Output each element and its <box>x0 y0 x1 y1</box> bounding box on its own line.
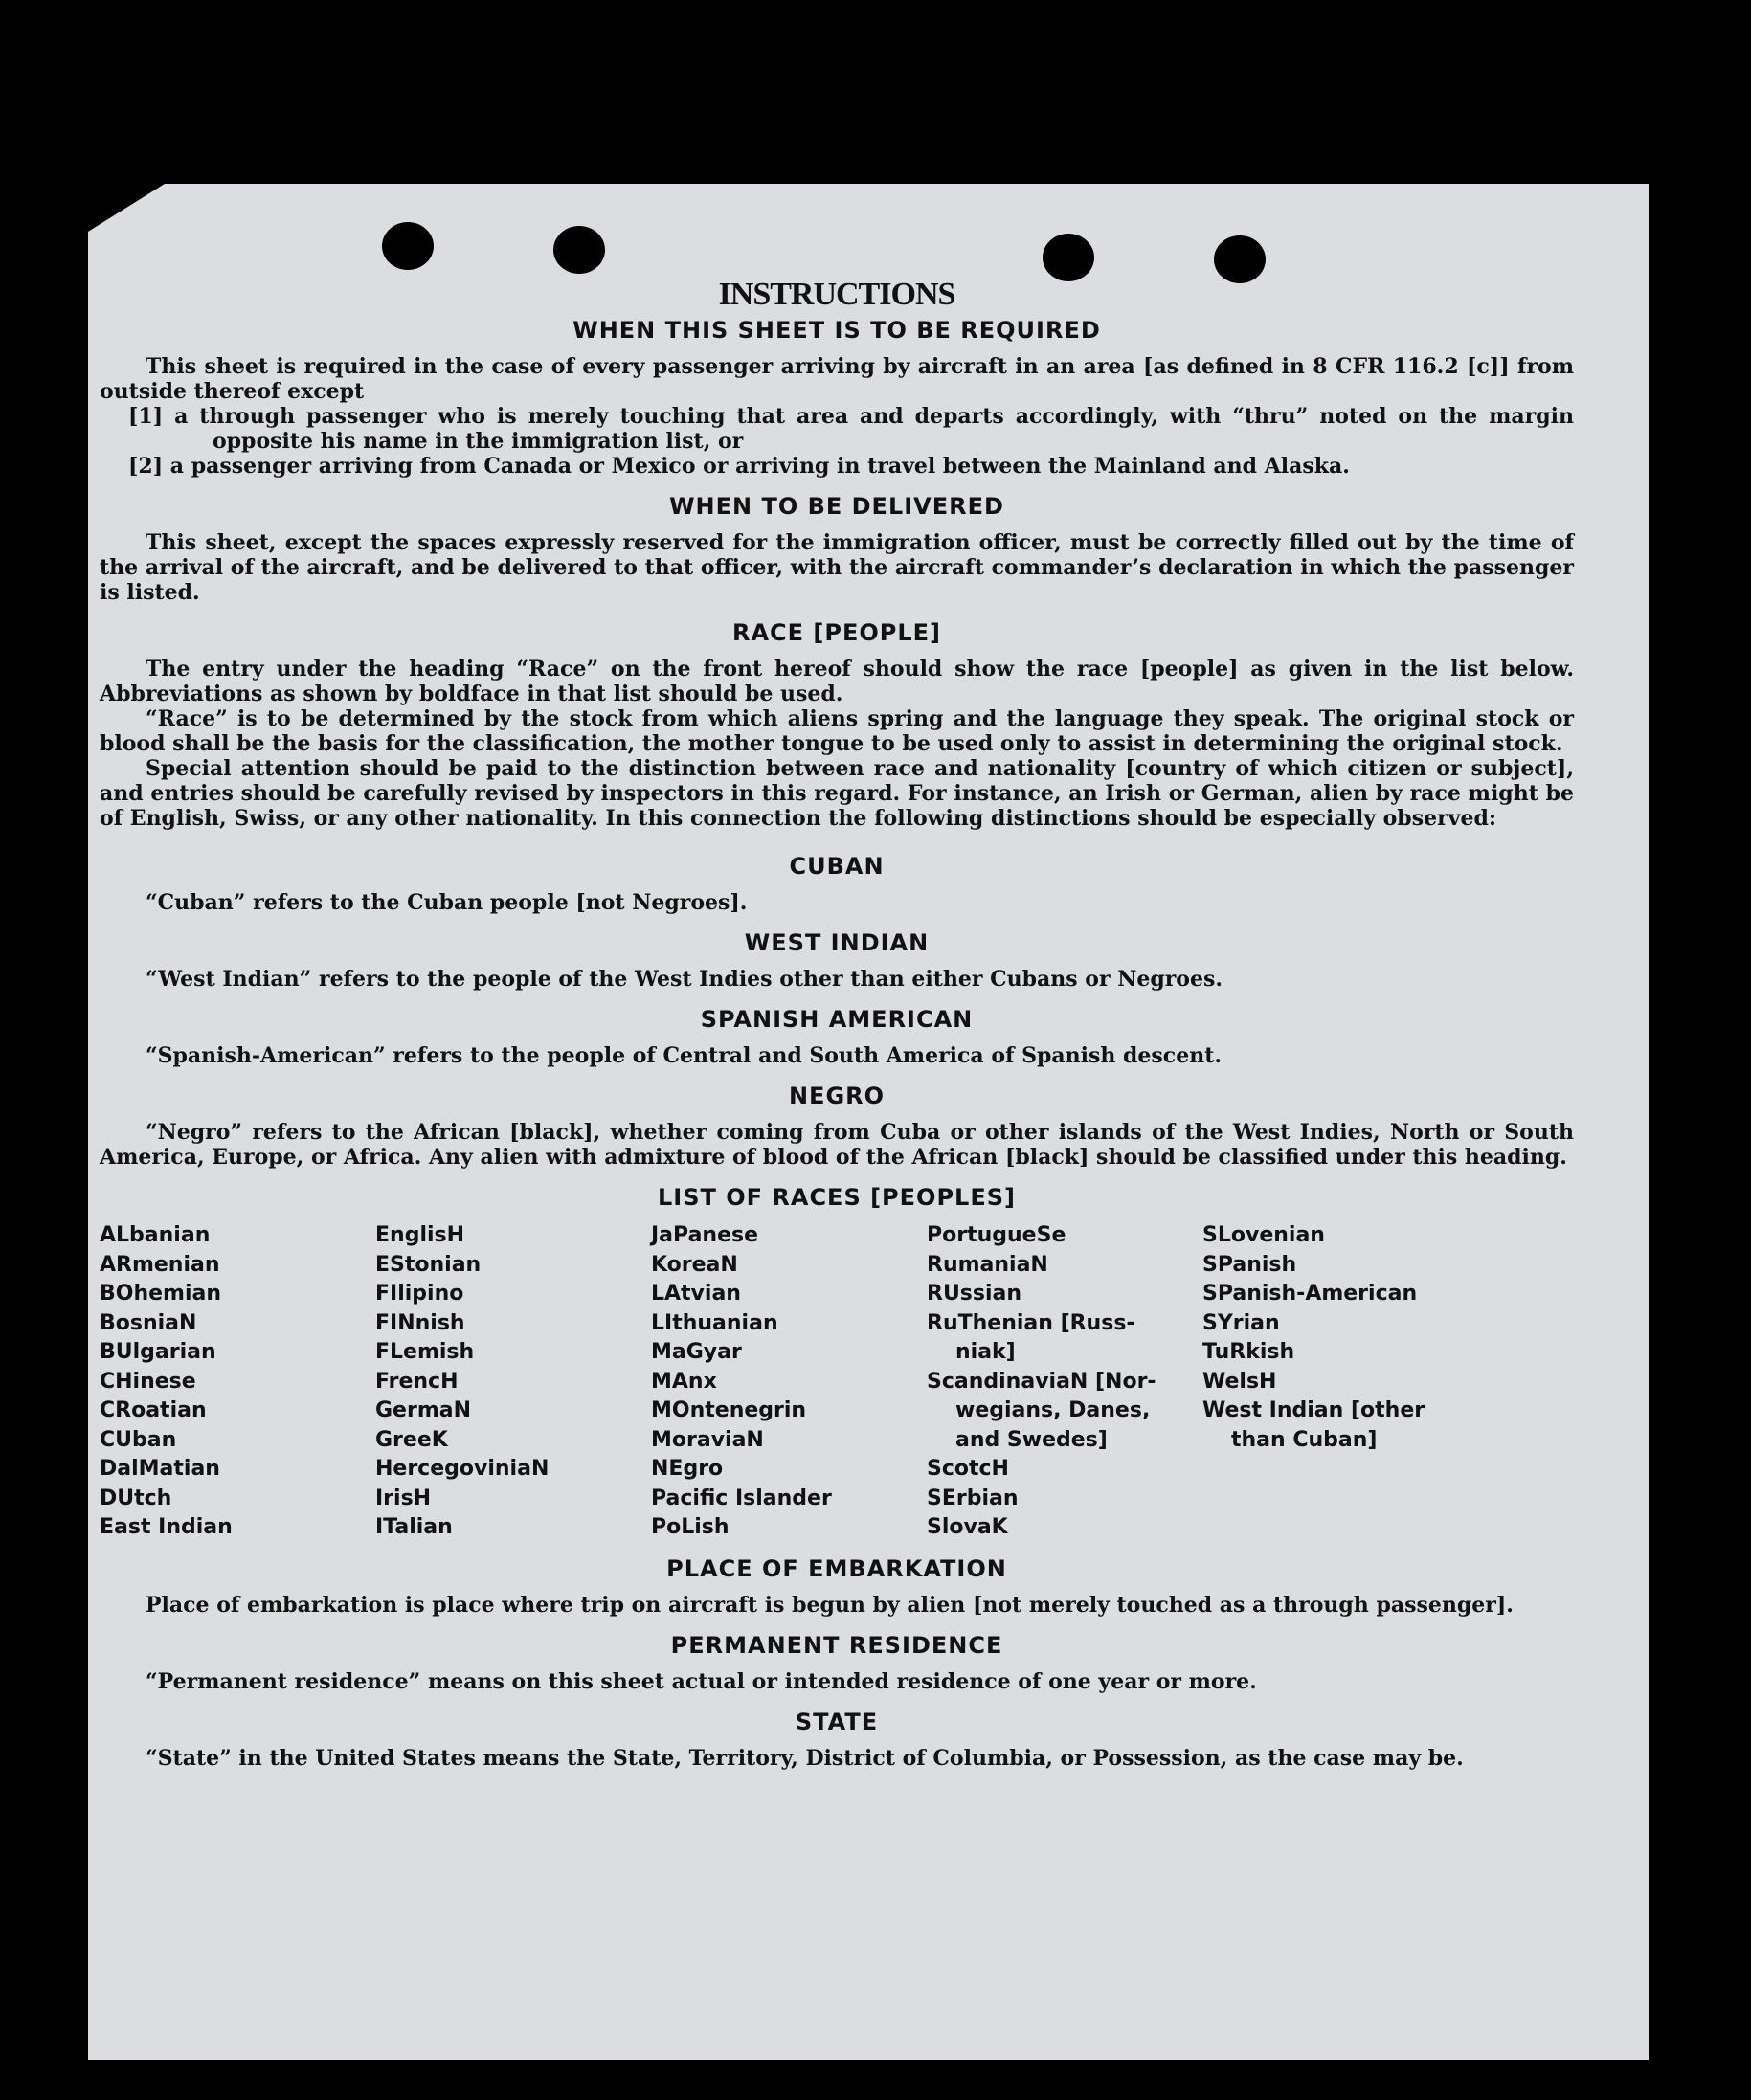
heading-when-required: WHEN THIS SHEET IS TO BE REQUIRED <box>572 317 1101 344</box>
race-paragraph-3: Special attention should be paid to the distinction between race and nationality [country of which citizen or subject], and entries should be carefully revised by inspectors in this regard. For instance, an Irish or German, alien by race might be of English, Swiss, or any other nationality. In this connection the following distinctions should be especially observed: <box>100 756 1574 831</box>
heading-west-indian: WEST INDIAN <box>744 929 930 956</box>
race-entry: EnglisH <box>375 1223 465 1247</box>
race-entry: SlovaK <box>927 1515 1008 1539</box>
spanish-american-text: “Spanish-American” refers to the people of Central and South America of Spanish descent. <box>146 1043 1223 1068</box>
race-entry: GreeK <box>375 1427 448 1452</box>
required-item-1: [1] a through passenger who is merely touching that area and departs accordingly, with “thru” noted on the margin opposite his name in the immigration list, or <box>128 404 1574 454</box>
delivered-text: This sheet, except the spaces expressly reserved for the immigration officer, must be correctly filled out by the time of the arrival of the aircraft, and be delivered to that officer, with the aircraft commander’s declaration in which the passenger is listed. <box>100 530 1574 605</box>
instructions-content <box>100 276 1574 1771</box>
race-entry: TuRkish <box>1202 1340 1295 1364</box>
heading-cuban: CUBAN <box>789 853 885 880</box>
race-entry: SPanish-American <box>1202 1282 1418 1306</box>
race-entry: NEgro <box>651 1457 724 1481</box>
race-entry: Pacific Islander <box>651 1486 832 1510</box>
race-entry: MAnx <box>651 1369 717 1394</box>
race-entry: SErbian <box>927 1486 1019 1510</box>
race-entry: ScotcH <box>927 1457 1009 1481</box>
race-entry: ITalian <box>375 1515 453 1539</box>
race-entry: BosniaN <box>100 1310 197 1335</box>
race-entry: FINnish <box>375 1310 465 1335</box>
races-list <box>100 1221 1574 1543</box>
races-column-4 <box>927 1221 1202 1543</box>
embarkation-text: Place of embarkation is place where trip on aircraft is begun by alien [not merely touched as a through passenger]. <box>146 1592 1514 1618</box>
race-entry: EStonian <box>375 1252 482 1277</box>
race-entry: ARmenian <box>100 1252 220 1277</box>
race-entry: niak] <box>955 1340 1016 1364</box>
race-entry: PortugueSe <box>927 1223 1066 1247</box>
heading-place-of-embarkation: PLACE OF EMBARKATION <box>666 1554 1007 1582</box>
race-entry: SYrian <box>1202 1310 1280 1335</box>
race-entry: West Indian [other <box>1202 1398 1425 1422</box>
punch-hole <box>553 226 605 274</box>
race-entry: RUssian <box>927 1282 1022 1306</box>
race-entry: MoraviaN <box>651 1427 764 1452</box>
races-column-2 <box>375 1221 651 1543</box>
race-entry: SPanish <box>1202 1252 1297 1277</box>
race-entry: JaPanese <box>651 1223 759 1247</box>
race-entry: RumaniaN <box>927 1252 1048 1277</box>
cuban-text: “Cuban” refers to the Cuban people [not Negroes]. <box>146 890 748 915</box>
punch-hole <box>1043 234 1094 281</box>
race-paragraph-1: The entry under the heading “Race” on the front hereof should show the race [people] as given in the list below. Abbreviations as shown by boldface in that list should be used. <box>100 657 1574 706</box>
race-entry: CHinese <box>100 1369 196 1394</box>
race-entry: than Cuban] <box>1231 1427 1378 1452</box>
race-entry: SLovenian <box>1202 1223 1325 1247</box>
race-entry: BUlgarian <box>100 1340 216 1364</box>
race-entry: RuThenian [Russ- <box>927 1310 1135 1335</box>
race-entry: and Swedes] <box>955 1427 1108 1452</box>
residence-text: “Permanent residence” means on this sheet actual or intended residence of one year or more. <box>146 1668 1257 1694</box>
race-entry: MOntenegrin <box>651 1398 807 1422</box>
race-entry: wegians, Danes, <box>955 1398 1151 1422</box>
heading-race: RACE [PEOPLE] <box>731 619 942 646</box>
heading-negro: NEGRO <box>788 1083 886 1109</box>
race-entry: KoreaN <box>651 1252 738 1277</box>
heading-list-of-races: LIST OF RACES [PEOPLES] <box>658 1184 1016 1211</box>
race-entry: FIlipino <box>375 1282 464 1306</box>
heading-state: STATE <box>795 1708 879 1735</box>
page-title: INSTRUCTIONS <box>718 277 955 312</box>
race-paragraph-2: “Race” is to be determined by the stock from which aliens spring and the language they speak. The original stock or blood shall be the basis for the classification, the mother tongue to be used only to assist in determining the original stock. <box>100 706 1574 756</box>
races-column-3 <box>651 1221 927 1543</box>
race-entry: CRoatian <box>100 1398 207 1422</box>
race-entry: HercegoviniaN <box>375 1457 550 1481</box>
race-entry: GermaN <box>375 1398 472 1422</box>
race-entry: WelsH <box>1202 1369 1277 1394</box>
heading-permanent-residence: PERMANENT RESIDENCE <box>670 1631 1003 1659</box>
negro-text: “Negro” refers to the African [black], whether coming from Cuba or other islands of the West Indies, North or South America, Europe, or Africa. Any alien with admixture of blood of the African [black] should be classified under this heading. <box>100 1120 1574 1170</box>
race-entry: LAtvian <box>651 1282 741 1306</box>
race-entry: FrencH <box>375 1369 459 1394</box>
race-entry: IrisH <box>375 1486 432 1510</box>
race-entry: ALbanian <box>100 1223 211 1247</box>
race-entry: ScandinaviaN [Nor- <box>927 1369 1156 1394</box>
races-column-1 <box>100 1221 375 1543</box>
west-indian-text: “West Indian” refers to the people of the West Indies other than either Cubans or Negroes. <box>146 967 1223 992</box>
race-entry: MaGyar <box>651 1340 742 1364</box>
race-entry: PoLish <box>651 1515 730 1539</box>
race-entry: BOhemian <box>100 1282 222 1306</box>
race-entry: DalMatian <box>100 1457 220 1481</box>
race-entry: East Indian <box>100 1515 233 1539</box>
race-entry: DUtch <box>100 1486 172 1510</box>
race-entry: LIthuanian <box>651 1310 778 1335</box>
required-intro: This sheet is required in the case of every passenger arriving by aircraft in an area [as defined in 8 CFR 116.2 [c]] from outside thereof except <box>100 354 1574 404</box>
heading-spanish-american: SPANISH AMERICAN <box>700 1006 974 1033</box>
race-entry: FLemish <box>375 1340 475 1364</box>
race-entry: CUban <box>100 1427 177 1452</box>
heading-when-delivered: WHEN TO BE DELIVERED <box>669 493 1004 520</box>
state-text: “State” in the United States means the State, Territory, District of Columbia, or Possession, as the case may be. <box>146 1745 1464 1771</box>
races-column-5 <box>1202 1221 1478 1543</box>
punch-hole <box>382 222 434 270</box>
required-item-2: [2] a passenger arriving from Canada or Mexico or arriving in travel between the Mainland and Alaska. <box>128 454 1350 479</box>
